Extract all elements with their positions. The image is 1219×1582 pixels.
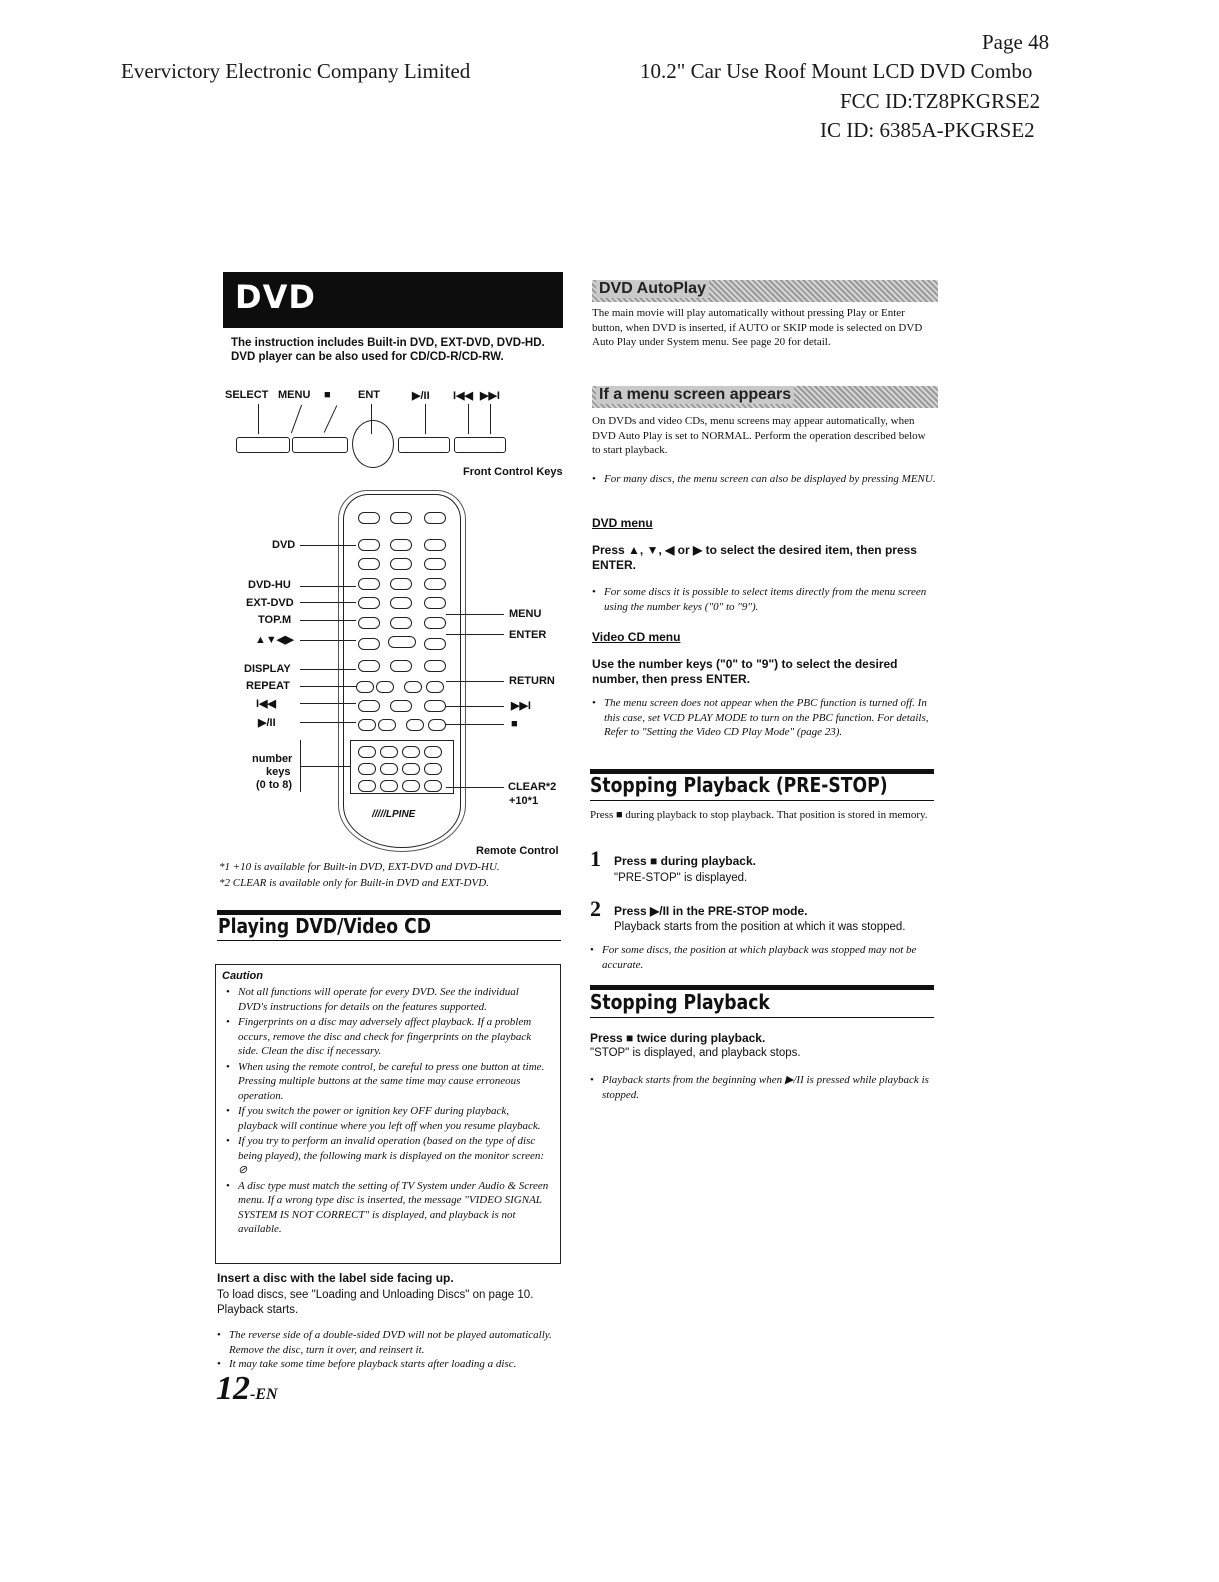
stop-heading: Stopping Playback <box>590 990 770 1014</box>
insert-note: • The reverse side of a double-sided DVD will not be played automatically. Remove the disc, turn it over, and reinsert it. <box>217 1328 564 1357</box>
remote-label-plus10: +10*1 <box>509 795 539 807</box>
step-1-text: "PRE-STOP" is displayed. <box>614 872 748 884</box>
remote-label-arrows: ▲▼◀▶ <box>255 634 294 646</box>
playing-heading: Playing DVD/Video CD <box>218 914 431 938</box>
insert-note: • It may take some time before playback starts after loading a disc. <box>217 1357 564 1372</box>
remote-label-ext-dvd: EXT-DVD <box>246 597 294 609</box>
caution-item: • If you switch the power or ignition key OFF during playback, playback will continue where you left off when you resume playback. <box>226 1104 550 1133</box>
step-2-text: Playback starts from the position at which it was stopped. <box>614 921 906 933</box>
menu-screen-text: On DVDs and video CDs, menu screens may appear automatically, when DVD Auto Play is set to NORMAL. Perform the operation described below to start playback. <box>592 415 926 456</box>
remote-label-dvd-hu: DVD-HU <box>248 579 291 591</box>
ic-id: IC ID: 6385A-PKGRSE2 <box>820 118 1035 142</box>
company-name: Evervictory Electronic Company Limited <box>121 59 471 83</box>
autoplay-heading-text: DVD AutoPlay <box>596 280 709 298</box>
remote-label-number: number <box>252 753 293 765</box>
footnote-1: *1 +10 is available for Built-in DVD, EXT-DVD and DVD-HU. <box>219 861 500 873</box>
intro-text: The instruction includes Built-in DVD, EXT-DVD, DVD-HD. DVD player can be also used for CD/CD-R/CD-RW. <box>231 337 545 363</box>
remote-label-play-pause: ▶/II <box>258 717 276 729</box>
vcd-menu-title: Video CD menu <box>592 630 681 644</box>
remote-label-keys: keys <box>266 766 291 778</box>
front-select-menu-key[interactable] <box>236 437 290 453</box>
remote-label-top-menu: TOP.M <box>258 614 292 626</box>
remote-label-stop: ■ <box>511 718 518 730</box>
step-1-number: 1 <box>590 846 601 871</box>
stop-text: "STOP" is displayed, and playback stops. <box>590 1047 801 1059</box>
menu-screen-heading-text: If a menu screen appears <box>596 386 794 404</box>
remote-label-enter: ENTER <box>509 629 547 641</box>
caution-item: • Fingerprints on a disc may adversely affect playback. If a problem occurs, remove the disc and check for fingerprints on the playback side. Clean the disc if necessary. <box>226 1015 550 1059</box>
insert-title: Insert a disc with the label side facing up. <box>217 1271 454 1285</box>
product-name: 10.2" Car Use Roof Mount LCD DVD Combo <box>640 59 1033 83</box>
front-key-label-prev: I◀◀ <box>453 390 473 402</box>
front-key-label-stop: ■ <box>324 389 331 401</box>
stop-instruction: Press ■ twice during playback. <box>590 1031 766 1045</box>
remote-label-clear: CLEAR*2 <box>508 781 557 793</box>
vcd-menu-instruction: Use the number keys ("0" to "9") to select the desired number, then press ENTER. <box>592 657 898 686</box>
step-note: • For some discs, the position at which playback was stopped may not be accurate. <box>590 943 942 972</box>
remote-caption: Remote Control <box>476 845 559 857</box>
front-key-label-next: ▶▶I <box>480 390 500 402</box>
page-number <box>216 1370 278 1408</box>
page-number-digits: 12 <box>216 1370 250 1407</box>
menu-screen-note: • For many discs, the menu screen can also be displayed by pressing MENU. <box>592 472 944 487</box>
menu-screen-heading <box>592 386 938 408</box>
prestop-text: Press ■ during playback to stop playback. That position is stored in memory. <box>590 809 928 821</box>
footnote-2: *2 CLEAR is available only for Built-in DVD and EXT-DVD. <box>219 877 489 889</box>
caution-box <box>215 964 561 1264</box>
autoplay-heading <box>592 280 938 302</box>
caution-item: • A disc type must match the setting of TV System under Audio & Screen menu. If a wrong type disc is inserted, the message "VIDEO SIGNAL SYSTEM IS NOT CORRECT" is displayed, and playback is not available. <box>226 1179 550 1237</box>
remote-label-range: (0 to 8) <box>256 779 293 791</box>
page-label: Page 48 <box>982 30 1050 54</box>
autoplay-text: The main movie will play automatically without pressing Play or Enter button, when DVD is inserted, if AUTO or SKIP mode is selected on DVD Auto Play under System menu. See page 20 for detail. <box>592 307 923 348</box>
front-skip-keys[interactable] <box>454 437 506 453</box>
dvd-menu-title: DVD menu <box>592 516 653 530</box>
dvd-banner-title: DVD <box>235 278 316 316</box>
remote-label-repeat: REPEAT <box>246 680 290 692</box>
vcd-menu-note: • The menu screen does not appear when the PBC function is turned off. In this case, set VCD PLAY MODE to turn on the PBC function. For details, Refer to "Setting the Video CD Play Mode" (page 23). <box>592 696 944 740</box>
front-key-label-select: SELECT <box>225 389 269 401</box>
dvd-menu-note: • For some discs it is possible to select items directly from the menu screen using the number keys ("0" to "9"). <box>592 585 944 614</box>
caution-title: Caution <box>222 970 263 982</box>
step-2-title: Press ▶/II in the PRE-STOP mode. <box>614 904 808 918</box>
fcc-id: FCC ID:TZ8PKGRSE2 <box>840 89 1041 113</box>
caution-item: • When using the remote control, be careful to press one button at time. Pressing multiple buttons at the same time may cause erroneous operation. <box>226 1060 550 1104</box>
remote-label-dvd: DVD <box>272 539 296 551</box>
front-key-label-menu: MENU <box>278 389 311 401</box>
page-number-suffix: -EN <box>250 1386 278 1403</box>
step-1-title: Press ■ during playback. <box>614 854 756 868</box>
dvd-menu-instruction: Press ▲, ▼, ◀ or ▶ to select the desired item, then press ENTER. <box>592 543 917 572</box>
front-key-label-play: ▶/II <box>412 390 430 402</box>
remote-brand-logo: /////LPINE <box>372 809 416 820</box>
dvd-banner <box>223 272 563 328</box>
stop-note: • Playback starts from the beginning when ▶/II is pressed while playback is stopped. <box>590 1073 932 1102</box>
remote-label-next: ▶▶I <box>511 700 531 712</box>
remote-label-prev: I◀◀ <box>256 698 276 710</box>
remote-label-display: DISPLAY <box>244 663 291 675</box>
insert-text: To load discs, see "Loading and Unloading Discs" on page 10. Playback starts. <box>217 1289 534 1316</box>
front-stop-key[interactable] <box>292 437 348 453</box>
front-keys-caption: Front Control Keys <box>463 466 563 478</box>
step-2-number: 2 <box>590 896 601 921</box>
caution-item: • If you try to perform an invalid operation (based on the type of disc being played), the following mark is displayed on the monitor screen: ⊘ <box>226 1134 550 1178</box>
remote-label-menu: MENU <box>509 608 542 620</box>
prestop-heading: Stopping Playback (PRE-STOP) <box>590 773 888 797</box>
front-ent-key[interactable] <box>352 420 394 468</box>
caution-item: • Not all functions will operate for every DVD. See the individual DVD's instructions for details on the features supported. <box>226 985 550 1014</box>
front-key-label-ent: ENT <box>358 389 380 401</box>
front-play-pause-key[interactable] <box>398 437 450 453</box>
remote-label-return: RETURN <box>509 675 555 687</box>
